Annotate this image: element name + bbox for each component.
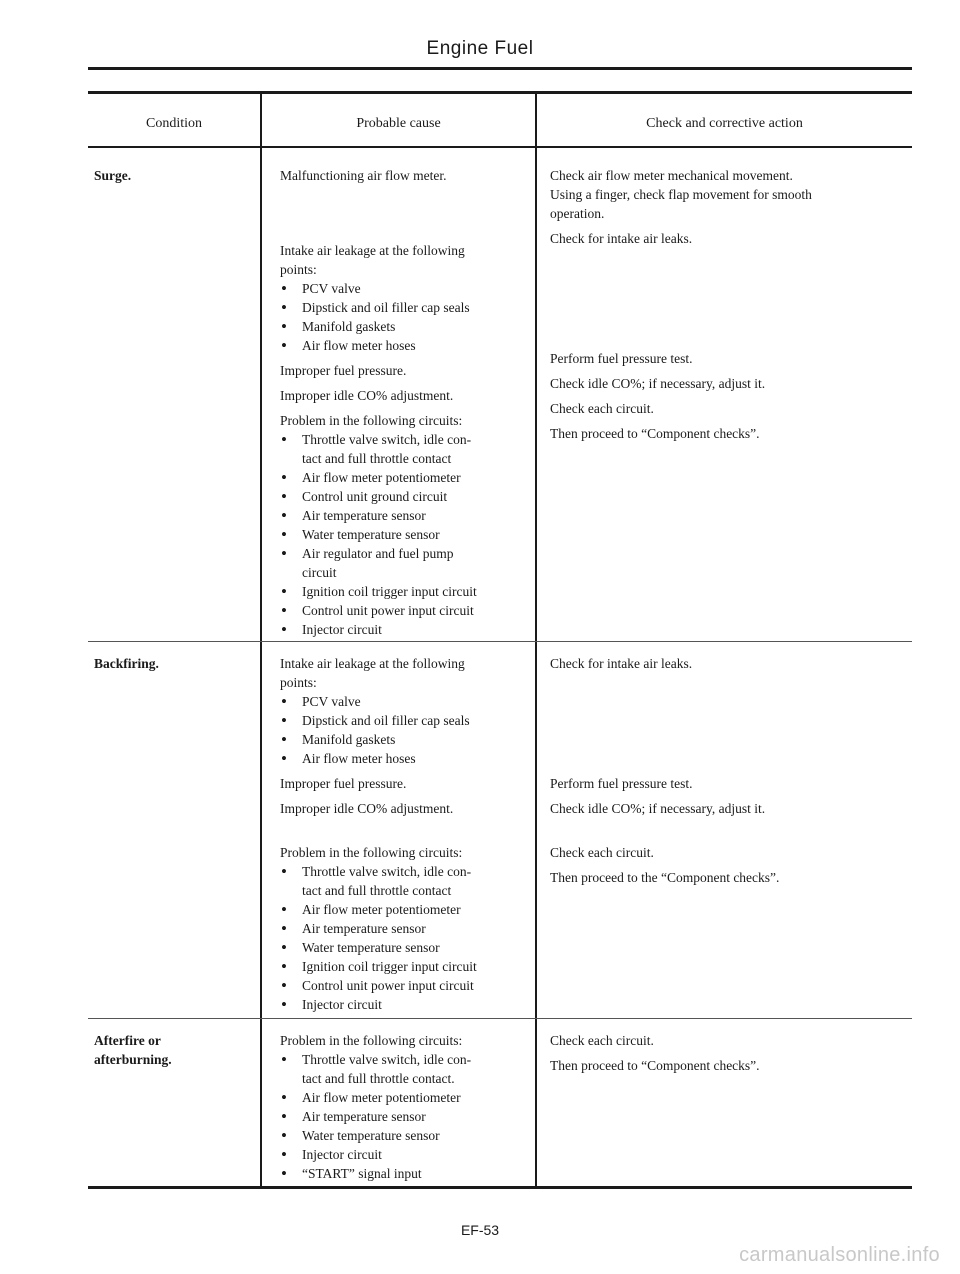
text-line: Perform fuel pressure test.	[550, 351, 693, 366]
text-line: Check idle CO%; if necessary, adjust it.	[550, 376, 766, 391]
text-line: Problem in the following circuits:	[280, 413, 463, 428]
header-bottom-border	[88, 146, 912, 148]
text-line: Improper fuel pressure.	[280, 776, 407, 791]
text-line: Then proceed to the “Component checks”.	[550, 870, 780, 885]
text-line: tact and full throttle contact.	[302, 1071, 455, 1086]
bullet-item: • Air flow meter potentiometer	[280, 468, 530, 487]
bullet-item: • Dipstick and oil filler cap seals	[280, 298, 530, 317]
bullet-item: • PCV valve	[280, 692, 530, 711]
text-line	[550, 730, 905, 749]
column-header-probable-cause: Probable cause	[356, 116, 441, 131]
row-3-condition	[94, 1031, 254, 1069]
text-line: Malfunctioning air flow meter.	[280, 168, 447, 183]
text-line	[550, 711, 905, 730]
bullet-item: • Control unit power input circuit	[280, 601, 530, 620]
text-line	[550, 749, 905, 768]
bullet-item: • Air flow meter hoses	[280, 336, 530, 355]
bullet-item: • Throttle valve switch, idle con-	[280, 1050, 530, 1069]
text-line: Problem in the following circuits:	[280, 845, 463, 860]
bullet-item: • Injector circuit	[280, 995, 530, 1014]
bullet-item: • Dipstick and oil filler cap seals	[280, 711, 530, 730]
text-line: Intake air leakage at the following	[280, 656, 465, 671]
bullet-item: • Injector circuit	[280, 1145, 530, 1164]
bullet-item: • Ignition coil trigger input circuit	[280, 957, 530, 976]
text-line: Check each circuit.	[550, 845, 654, 860]
column-divider-1	[260, 93, 262, 1187]
text-line	[550, 673, 905, 692]
column-divider-2	[535, 93, 537, 1187]
text-line: Check each circuit.	[550, 1033, 654, 1048]
watermark: carmanualsonline.info	[739, 1244, 940, 1266]
row-1-probable-cause	[280, 166, 530, 639]
text-line: operation.	[550, 206, 605, 221]
text-line: points:	[280, 675, 317, 690]
column-header-condition: Condition	[145, 116, 202, 131]
text-line: Improper fuel pressure.	[280, 363, 407, 378]
bullet-item: • Air flow meter hoses	[280, 749, 530, 768]
text-line	[550, 324, 905, 343]
bullet-item: • Injector circuit	[280, 620, 530, 639]
bullet-item: • Throttle valve switch, idle con-	[280, 430, 530, 449]
text-line: Check air flow meter mechanical movement.	[550, 168, 793, 183]
text-line: Using a finger, check flap movement for smooth	[550, 187, 812, 202]
bullet-item: • PCV valve	[280, 279, 530, 298]
text-line	[550, 692, 905, 711]
bullet-item: • “START” signal input	[280, 1164, 530, 1183]
row-3-probable-cause	[280, 1031, 530, 1183]
row-divider-1	[88, 641, 912, 642]
text-line: tact and full throttle contact	[302, 883, 452, 898]
text-line: circuit	[302, 565, 337, 580]
text-line	[550, 248, 905, 267]
text-line: Check for intake air leaks.	[550, 656, 693, 671]
text-line: Perform fuel pressure test.	[550, 776, 693, 791]
text-line: Check for intake air leaks.	[550, 231, 693, 246]
text-line: afterburning.	[94, 1052, 172, 1067]
text-line: Surge.	[94, 168, 132, 183]
text-line	[280, 824, 530, 843]
text-line: Intake air leakage at the following	[280, 243, 465, 258]
bullet-item: • Air flow meter potentiometer	[280, 900, 530, 919]
bullet-item: • Control unit ground circuit	[280, 487, 530, 506]
row-2-condition	[94, 654, 254, 673]
text-line: Problem in the following circuits:	[280, 1033, 463, 1048]
row-1-condition	[94, 166, 254, 185]
row-divider-2	[88, 1018, 912, 1019]
text-line: Then proceed to “Component checks”.	[550, 1058, 760, 1073]
row-2-probable-cause	[280, 654, 530, 1014]
bullet-item: • Air temperature sensor	[280, 506, 530, 525]
text-line: Afterfire or	[94, 1033, 161, 1048]
header-rule	[88, 67, 912, 70]
text-line: Improper idle CO% adjustment.	[280, 801, 454, 816]
bullet-item: • Air flow meter potentiometer	[280, 1088, 530, 1107]
text-line: tact and full throttle contact	[302, 451, 452, 466]
text-line: Check each circuit.	[550, 401, 654, 416]
text-line: Backfiring.	[94, 656, 159, 671]
text-line	[550, 824, 905, 843]
bullet-item: • Air regulator and fuel pump	[280, 544, 530, 563]
bullet-item: • Water temperature sensor	[280, 525, 530, 544]
row-2-corrective-action	[550, 654, 905, 887]
bullet-item: • Air temperature sensor	[280, 1107, 530, 1126]
text-line	[550, 305, 905, 324]
row-3-corrective-action	[550, 1031, 905, 1075]
bullet-item: • Water temperature sensor	[280, 1126, 530, 1145]
bullet-item: • Throttle valve switch, idle con-	[280, 862, 530, 881]
row-1-corrective-action	[550, 166, 905, 443]
text-line	[550, 267, 905, 286]
page-number: EF-53	[460, 1222, 500, 1238]
table-bottom-border	[88, 1186, 912, 1189]
text-line: Then proceed to “Component checks”.	[550, 426, 760, 441]
bullet-item: • Manifold gaskets	[280, 317, 530, 336]
text-line: points:	[280, 262, 317, 277]
bullet-item: • Ignition coil trigger input circuit	[280, 582, 530, 601]
text-line	[280, 216, 530, 235]
table-top-border	[88, 91, 912, 94]
text-line	[550, 286, 905, 305]
bullet-item: • Manifold gaskets	[280, 730, 530, 749]
text-line	[280, 191, 530, 210]
page-title: Engine Fuel	[426, 38, 534, 59]
bullet-item: • Water temperature sensor	[280, 938, 530, 957]
text-line: Check idle CO%; if necessary, adjust it.	[550, 801, 766, 816]
bullet-item: • Control unit power input circuit	[280, 976, 530, 995]
text-line: Improper idle CO% adjustment.	[280, 388, 454, 403]
column-header-check-action: Check and corrective action	[646, 116, 803, 131]
bullet-item: • Air temperature sensor	[280, 919, 530, 938]
